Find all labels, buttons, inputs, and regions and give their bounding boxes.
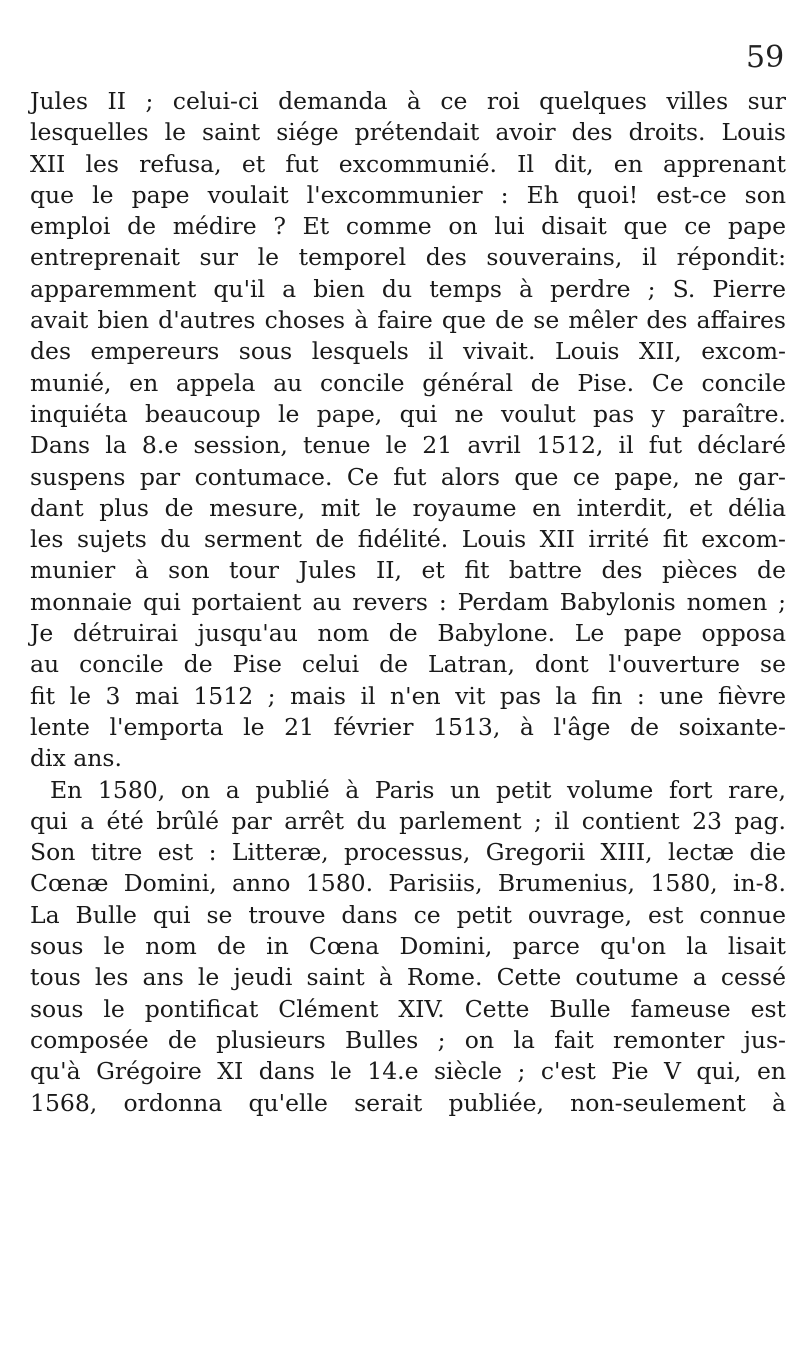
text-line: Son titre est : Litteræ, processus, Gregorii XIII, lectæ die: [30, 838, 786, 867]
text-line: des empereurs sous lesquels il vivait. Louis XII, excom-: [30, 337, 786, 366]
text-line: inquiéta beaucoup le pape, qui ne voulut pas y paraître.: [30, 399, 786, 428]
text-line: qui a été brûlé par arrêt du parlement ; il contient 23 pag.: [30, 806, 786, 835]
body-text: [30, 86, 786, 1119]
text-line: lente l'emporta le 21 février 1513, à l'âge de soixante-: [30, 712, 786, 741]
text-line: monnaie qui portaient au revers : Perdam Babylonis nomen ;: [30, 587, 786, 616]
text-line: munié, en appela au concile général de Pise. Ce concile: [30, 368, 786, 397]
text-line: Jules II ; celui-ci demanda à ce roi quelques villes sur: [30, 87, 786, 115]
text-line: lesquelles le saint siége prétendait avoir des droits. Louis: [30, 118, 786, 147]
text-line: que le pape voulait l'excommunier : Eh quoi! est-ce son: [30, 180, 786, 209]
text-line: entreprenait sur le temporel des souverains, il répondit:: [30, 243, 786, 272]
text-line: qu'à Grégoire XI dans le 14.e siècle ; c'est Pie V qui, en: [30, 1057, 786, 1086]
text-line: au concile de Pise celui de Latran, dont l'ouverture se: [30, 650, 786, 679]
text-line: munier à son tour Jules II, et fit battre des pièces de: [30, 556, 786, 585]
text-line: XII les refusa, et fut excommunié. Il dit, en apprenant: [30, 149, 786, 178]
text-line: Je détruirai jusqu'au nom de Babylone. Le pape opposa: [30, 619, 786, 648]
text-line: suspens par contumace. Ce fut alors que ce pape, ne gar-: [30, 462, 786, 491]
page-number: 59: [746, 40, 785, 75]
text-line: Cœnæ Domini, anno 1580. Parisiis, Brumenius, 1580, in-8.: [30, 869, 786, 898]
text-line: composée de plusieurs Bulles ; on la fait remonter jus-: [30, 1025, 786, 1054]
text-line: dant plus de mesure, mit le royaume en interdit, et délia: [30, 493, 786, 522]
text-line: sous le nom de in Cœna Domini, parce qu'on la lisait: [30, 932, 786, 961]
text-line: sous le pontificat Clément XIV. Cette Bulle fameuse est: [30, 994, 786, 1023]
text-line: En 1580, on a publié à Paris un petit volume fort rare,: [50, 775, 786, 804]
text-line: emploi de médire ? Et comme on lui disait que ce pape: [30, 212, 786, 241]
text-line: apparemment qu'il a bien du temps à perdre ; S. Pierre: [30, 274, 786, 303]
text-line: avait bien d'autres choses à faire que de se mêler des affaires: [30, 306, 786, 335]
text-line: 1568, ordonna qu'elle serait publiée, non-seulement à: [30, 1088, 786, 1117]
text-line: les sujets du serment de fidélité. Louis XII irrité fit excom-: [30, 525, 786, 554]
text-line: dix ans.: [30, 744, 122, 773]
text-line: tous les ans le jeudi saint à Rome. Cette coutume a cessé: [30, 963, 786, 992]
text-line: fit le 3 mai 1512 ; mais il n'en vit pas la fin : une fièvre: [30, 681, 786, 710]
text-line: Dans la 8.e session, tenue le 21 avril 1512, il fut déclaré: [30, 431, 786, 460]
text-line: La Bulle qui se trouve dans ce petit ouvrage, est connue: [30, 900, 786, 929]
